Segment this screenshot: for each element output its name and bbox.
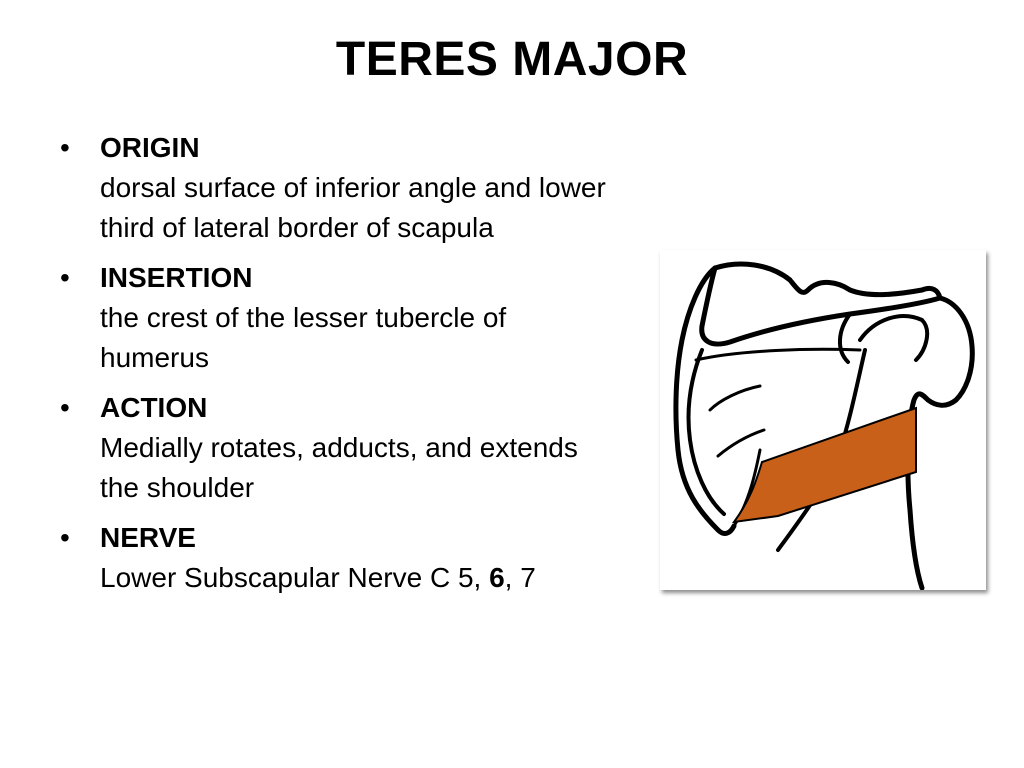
bullet-insertion <box>60 258 620 378</box>
scapula-spine <box>702 264 940 344</box>
bullet-dot-icon: • <box>60 522 70 553</box>
nerve-text <box>100 558 620 598</box>
bullet-action <box>60 388 620 508</box>
scapula-humerus-illustration-icon <box>660 250 986 590</box>
action-text: Medially rotates, adducts, and extends the shoulder <box>100 432 578 503</box>
slide-title: TERES MAJOR <box>335 33 689 86</box>
origin-text: dorsal surface of inferior angle and lower third of lateral border of scapula <box>100 172 606 243</box>
bullet-origin <box>60 128 620 248</box>
humerus-inner <box>860 316 927 360</box>
origin-heading: ORIGIN <box>100 132 200 163</box>
glenoid-curve <box>840 314 850 362</box>
nerve-text-bold: 6 <box>489 562 505 593</box>
insertion-heading: INSERTION <box>100 262 253 293</box>
bullet-dot-icon: • <box>60 392 70 423</box>
bullet-nerve <box>60 518 620 598</box>
nerve-heading: NERVE <box>100 522 196 553</box>
anatomy-figure <box>660 250 986 590</box>
teres-major-muscle <box>734 408 916 522</box>
crease-line-2 <box>718 430 764 456</box>
nerve-text-suffix: , 7 <box>504 562 536 593</box>
nerve-text-prefix: Lower Subscapular Nerve C 5, <box>100 562 490 593</box>
action-heading: ACTION <box>100 392 208 423</box>
bullet-dot-icon: • <box>60 132 70 163</box>
bullet-list <box>60 128 620 608</box>
lateral-border <box>696 349 860 360</box>
crease-line-1 <box>710 386 760 410</box>
bullet-dot-icon: • <box>60 262 70 293</box>
humerus-outline <box>908 298 972 588</box>
insertion-text: the crest of the lesser tubercle of humerus <box>100 302 507 373</box>
scapula-inner-line <box>689 350 725 514</box>
